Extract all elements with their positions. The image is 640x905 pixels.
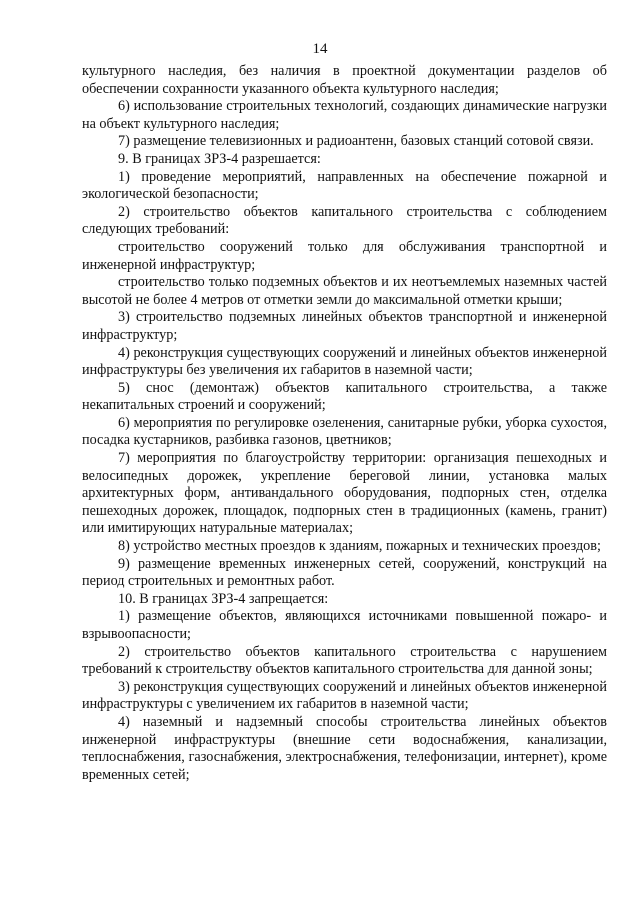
list-item: 2) строительство объектов капитального строительства с нарушением требований к строительству объектов капитального строительства для данной зоны; (82, 643, 607, 678)
list-item: 6) использование строительных технологий, создающих динамические нагрузки на объект культурного наследия; (82, 98, 607, 132)
list-item: 3) реконструкция существующих сооружений и линейных объектов инженерной инфраструктуры с увеличением их габаритов в наземной части; (82, 678, 607, 713)
paragraph-continuation: культурного наследия, без наличия в проектной документации разделов об обеспечении сохранности указанного объекта культурного наследия; (82, 63, 607, 97)
section-heading: 9. В границах ЗРЗ-4 разрешается: (118, 150, 321, 167)
list-item: 9) размещение временных инженерных сетей, сооружений, конструкций на период строительных и ремонтных работ. (82, 555, 607, 590)
list-item: 3) строительство подземных линейных объектов транспортной и инженерной инфраструктур; (82, 309, 607, 343)
list-item: 5) снос (демонтаж) объектов капитального строительства, а также некапитальных строений и сооружений; (82, 379, 607, 414)
list-item: 7) мероприятия по благоустройству территории: организация пешеходных и велосипедных дорожек, укрепление береговой линии, установка малых архитектурных форм, антивандального оборудования, подпорных стен, отделка пешеходных дорожек, площадок, подпорных стен в традиционных (камень, гранит) или имитирующих натуральные материалах; (82, 450, 607, 537)
list-item: 4) реконструкция существующих сооружений и линейных объектов инженерной инфраструктуры без увеличения их габаритов в наземной части; (82, 344, 607, 379)
page-number: 14 (312, 41, 328, 57)
list-item: 6) мероприятия по регулировке озеленения, санитарные рубки, уборка сухостоя, посадка кустарников, разбивка газонов, цветников; (82, 414, 607, 449)
list-item: 4) наземный и надземный способы строительства линейных объектов инженерной инфраструктуры (внешние сети водоснабжения, канализации, теплоснабжения, газоснабжения, электроснабжения, телефонизации, интернет), кроме временных сетей; (82, 713, 607, 783)
sub-item: строительство только подземных объектов и их неотъемлемых наземных частей высотой не более 4 метров от отметки земли до максимальной отметки крыши; (82, 274, 607, 308)
document-body (82, 63, 607, 784)
list-item: 2) строительство объектов капитального строительства с соблюдением следующих требований: (82, 203, 607, 238)
list-item: 8) устройство местных проездов к зданиям, пожарных и технических проездов; (118, 538, 601, 555)
section-heading: 10. В границах ЗРЗ-4 запрещается: (118, 590, 329, 607)
list-item: 7) размещение телевизионных и радиоантенн, базовых станций сотовой связи. (118, 133, 594, 150)
list-item: 1) проведение мероприятий, направленных на обеспечение пожарной и экологической безопасности; (82, 168, 607, 203)
sub-item: строительство сооружений только для обслуживания транспортной и инженерной инфраструктур; (82, 238, 607, 273)
list-item: 1) размещение объектов, являющихся источниками повышенной пожаро- и взрывоопасности; (82, 608, 607, 642)
